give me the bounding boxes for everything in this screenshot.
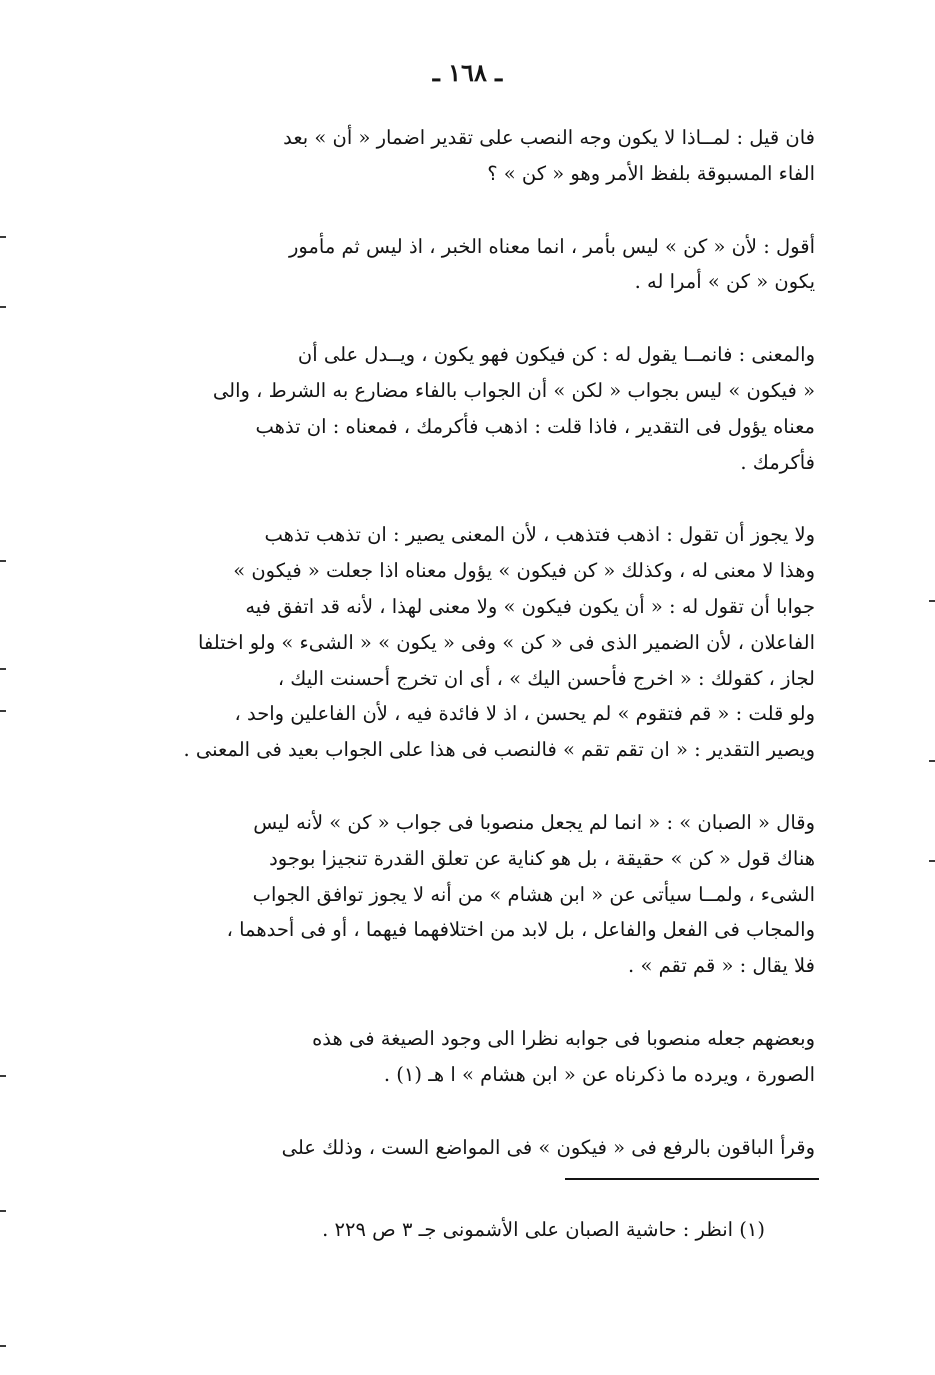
paragraph-2 bbox=[140, 229, 815, 301]
paragraph-7 bbox=[140, 1130, 815, 1166]
paragraph-5 bbox=[140, 805, 815, 984]
text-line: فأكرمك . bbox=[740, 450, 815, 474]
text-line: ولو قلت : « قم فتقوم » لم يحسن ، اذ لا فائدة فيه ، لأن الفاعلين واحد ، bbox=[234, 702, 815, 726]
text-line: « فيكون » ليس بجواب « لكن » أن الجواب بالفاء مضارع به الشرط ، والى bbox=[212, 378, 815, 402]
scan-mark bbox=[0, 1075, 6, 1077]
paragraph-1 bbox=[140, 120, 815, 192]
text-line: هناك قول « كن » حقيقة ، بل هو كناية عن تعلق القدرة تنجيزا بوجود bbox=[269, 846, 815, 870]
text-line: وقرأ الباقون بالرفع فى « فيكون » فى المواضع الست ، وذلك على bbox=[281, 1135, 815, 1159]
scan-mark bbox=[0, 1210, 6, 1212]
scan-mark bbox=[929, 760, 935, 762]
text-line: والمعنى : فانمــا يقول له : كن فيكون فهو يكون ، ويــدل على أن bbox=[297, 343, 815, 367]
text-line: فلا يقال : « قم تقم » . bbox=[628, 954, 815, 978]
scan-mark bbox=[929, 860, 935, 862]
footnote: (١) انظر : حاشية الصبان على الأشمونى جـ ٣ ص ٢٢٩ . bbox=[322, 1218, 765, 1241]
text-line: الفاعلان ، لأن الضمير الذى فى « كن » وفى « يكون » « الشىء » ولو اختلفا bbox=[197, 630, 815, 654]
text-line: الفاء المسبوقة بلفظ الأمر وهو « كن » ؟ bbox=[487, 161, 815, 185]
text-line: لجاز ، كقولك : « اخرج فأحسن اليك » ، أى ان تخرج أحسنت اليك ، bbox=[277, 666, 815, 690]
text-line: فان قيل : لمــاذا لا يكون وجه النصب على تقدير اضمار « أن » بعد bbox=[283, 126, 815, 149]
text-line: وبعضهم جعله منصوبا فى جوابه نظرا الى وجود الصيغة فى هذه bbox=[312, 1026, 815, 1050]
text-line: ولا يجوز أن تقول : اذهب فتذهب ، لأن المعنى يصير : ان تذهب تذهب bbox=[264, 523, 815, 547]
footnote-divider bbox=[565, 1178, 819, 1180]
text-line: جوابا أن تقول له : « أن يكون فيكون » ولا معنى لهذا ، لأنه قد اتفق فيه bbox=[245, 594, 815, 618]
text-line: الصورة ، ويرده ما ذكرناه عن « ابن هشام » ا هـ (١) . bbox=[383, 1062, 815, 1086]
paragraph-3 bbox=[140, 337, 815, 480]
text-line: أقول : لأن « كن » ليس بأمر ، انما معناه الخبر ، اذ ليس ثم مأمور bbox=[288, 234, 815, 258]
text-line: معناه يؤول فى التقدير ، فاذا قلت : اذهب فأكرمك ، فمعناه : ان تذهب bbox=[255, 414, 815, 438]
page-number: ـ ١٦٨ ـ bbox=[432, 58, 503, 87]
text-line: ويصير التقدير : « ان تقم تقم » فالنصب فى هذا على الجواب بعيد فى المعنى . bbox=[183, 738, 815, 762]
text-line: وقال « الصبان » : « انما لم يجعل منصوبا فى جواب « كن » لأنه ليس bbox=[253, 810, 815, 834]
scan-mark bbox=[0, 560, 6, 562]
text-line: والمجاب فى الفعل والفاعل ، بل لابد من اختلافهما فيهما ، أو فى أحدهما ، bbox=[226, 918, 815, 942]
paragraph-6 bbox=[140, 1021, 815, 1093]
scan-mark bbox=[929, 600, 935, 602]
paragraph-4 bbox=[140, 517, 815, 768]
body-text bbox=[140, 120, 815, 1165]
scan-mark bbox=[0, 236, 6, 238]
text-line: الشىء ، ولمــا سيأتى عن « ابن هشام » من أنه لا يجوز توافق الجواب bbox=[252, 882, 815, 906]
text-line: وهذا لا معنى له ، وكذلك « كن فيكون » يؤول معناه اذا جعلت « فيكون » bbox=[233, 559, 815, 583]
scan-mark bbox=[0, 710, 6, 712]
text-line: يكون « كن » أمرا له . bbox=[634, 270, 815, 294]
scan-mark bbox=[0, 306, 6, 308]
scan-mark bbox=[0, 668, 6, 670]
scan-mark bbox=[0, 1345, 6, 1347]
